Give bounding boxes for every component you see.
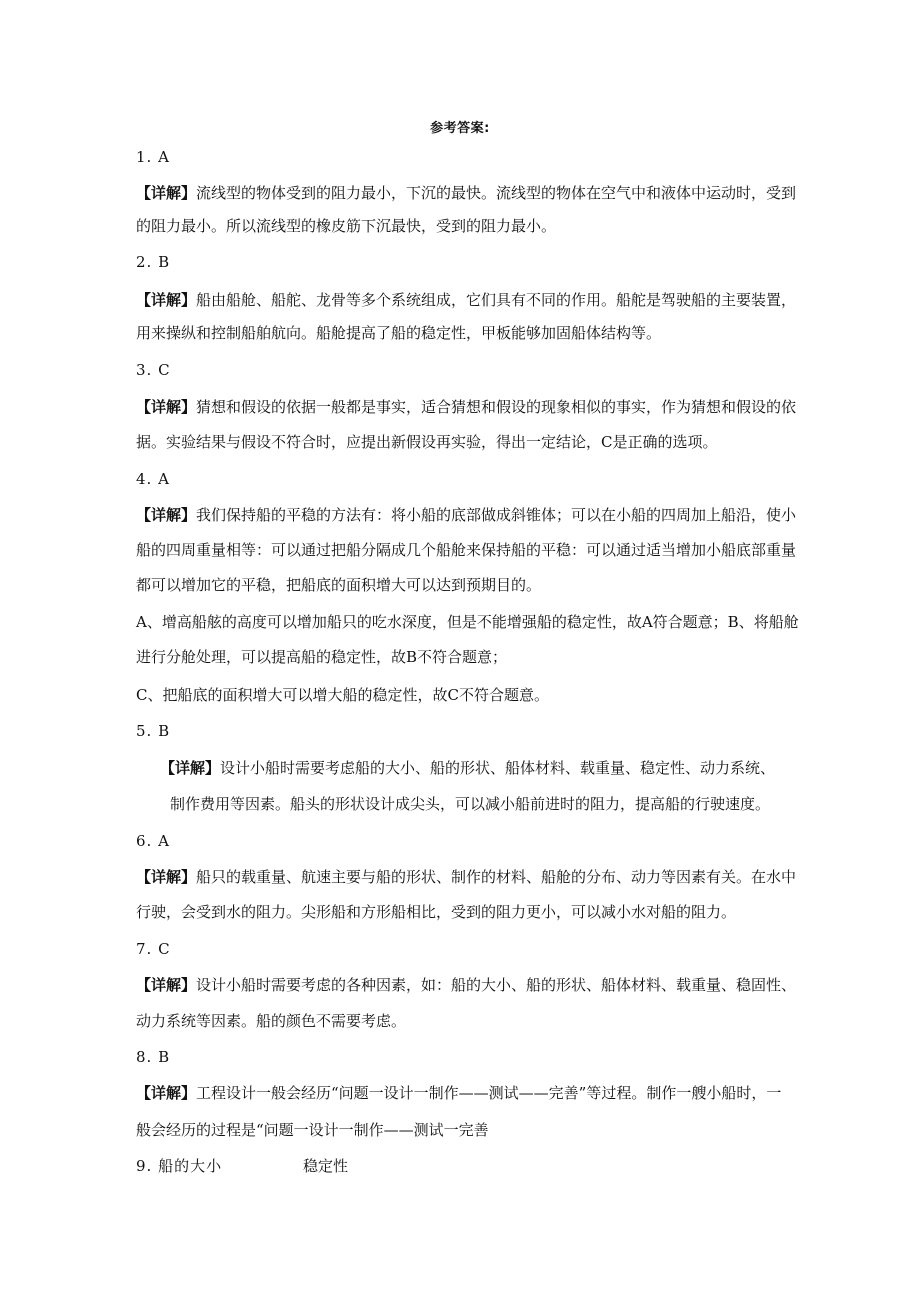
answer-8-line-2: 般会经历的过程是“问题一设计一制作——测试一完善 (136, 1121, 489, 1139)
answer-7-line-1 (136, 975, 796, 995)
answer-7-text: 设计小船时需要考虑的各种因素，如：船的大小、船的形状、船体材料、载重量、稳固性、 (196, 976, 797, 994)
explanation-tag: 【详解】 (136, 1084, 197, 1102)
answer-3-line-1 (136, 397, 796, 417)
answer-1-line-1 (136, 183, 796, 203)
answer-4-text: 我们保持船的平稳的方法有：将小船的底部做成斜锥体；可以在小船的四周加上船沿，使小 (196, 506, 797, 524)
answer-6-text: 船只的载重量、航速主要与船的形状、制作的材料、船舱的分布、动力等因素有关。在水中 (196, 868, 797, 886)
answer-4-line-3: 都可以增加它的平稳，把船底的面积增大可以达到预期目的。 (136, 576, 542, 594)
answer-7-number: 7. C (136, 940, 171, 958)
answer-3-number: 3. C (136, 361, 171, 379)
answer-8-text: 工程设计一般会经历“问题一设计一制作——测试——完善”等过程。制作一艘小船时，一 (196, 1084, 782, 1102)
answer-6-line-1 (136, 867, 796, 887)
explanation-tag: 【详解】 (136, 184, 197, 202)
answer-4-number: 4. A (136, 470, 170, 488)
answer-5-line-2: 制作费用等因素。船头的形状设计成尖头，可以减小船前进时的阻力，提高船的行驶速度。 (170, 795, 771, 813)
answer-1-text: 流线型的物体受到的阻力最小，下沉的最快。流线型的物体在空气中和液体中运动时，受到 (196, 184, 797, 202)
answer-4-line-1 (136, 505, 796, 525)
answer-4-line-2: 船的四周重量相等：可以通过把船分隔成几个船舱来保持船的平稳：可以通过适当增加小船底部重量 (136, 541, 797, 559)
explanation-tag: 【详解】 (136, 398, 197, 416)
answer-8-number: 8. B (136, 1048, 171, 1066)
answer-2-line-1 (136, 290, 796, 310)
answer-2-line-2: 用来操纵和控制船舶航向。船舱提高了船的稳定性，甲板能够加固船体结构等。 (136, 324, 662, 342)
explanation-tag: 【详解】 (160, 759, 221, 777)
answer-7-line-2: 动力系统等因素。船的颜色不需要考虑。 (136, 1012, 407, 1030)
explanation-tag: 【详解】 (136, 291, 197, 309)
page-title: 参考答案: (430, 121, 490, 136)
answer-8-line-1 (136, 1083, 781, 1103)
explanation-tag: 【详解】 (136, 976, 197, 994)
answer-9-number: 9. 船的大小 (136, 1157, 223, 1175)
answer-5-text: 设计小船时需要考虑船的大小、船的形状、船体材料、载重量、稳定性、动力系统、 (220, 759, 776, 777)
answer-6-line-2: 行驶，会受到水的阻力。尖形船和方形船相比，受到的阻力更小，可以减小水对船的阻力。 (136, 903, 737, 921)
explanation-tag: 【详解】 (136, 506, 197, 524)
answer-5-number: 5. B (136, 722, 171, 740)
answer-5-line-1 (160, 758, 775, 778)
answer-9-blank-2: 稳定性 (303, 1157, 349, 1175)
answer-4-line-4: A、增高船舷的高度可以增加船只的吃水深度，但是不能增强船的稳定性，故A符合题意；B、将船舱 (136, 613, 799, 631)
answer-2-text: 船由船舱、船舵、龙骨等多个系统组成，它们具有不同的作用。船舵是驾驶船的主要装置， (196, 291, 797, 309)
answer-3-text: 猜想和假设的依据一般都是事实，适合猜想和假设的现象相似的事实，作为猜想和假设的依 (196, 398, 797, 416)
answer-2-number: 2. B (136, 253, 171, 271)
answer-1-line-2: 的阻力最小。所以流线型的橡皮筋下沉最快，受到的阻力最小。 (136, 217, 557, 235)
answer-6-number: 6. A (136, 832, 170, 850)
answer-3-line-2: 据。实验结果与假设不符合时，应提出新假设再实验，得出一定结论，C是正确的选项。 (136, 433, 718, 451)
answer-4-line-6: C、把船底的面积增大可以增大船的稳定性，故C不符合题意。 (136, 686, 549, 704)
answer-4-line-5: 进行分舱处理，可以提高船的稳定性，故B不符合题意； (136, 648, 508, 666)
explanation-tag: 【详解】 (136, 868, 197, 886)
answer-1-number: 1. A (136, 148, 170, 166)
